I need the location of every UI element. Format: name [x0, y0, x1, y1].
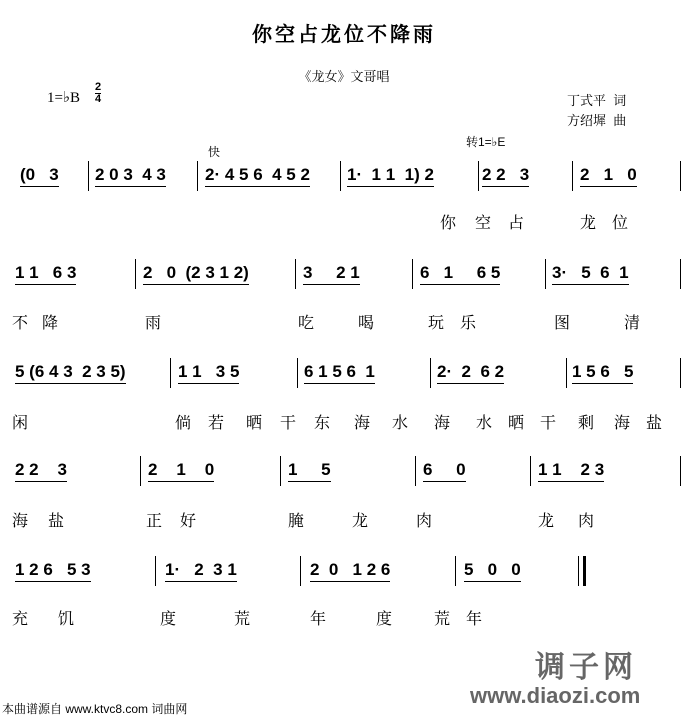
- lyric-char: 正: [146, 513, 163, 530]
- final-barline: [583, 556, 586, 586]
- time-top: 2: [95, 81, 102, 93]
- lyric-char: 清: [624, 315, 641, 332]
- lyric-char: 好: [180, 513, 197, 530]
- barline: [530, 456, 531, 486]
- lyric-char: 肉: [416, 513, 433, 530]
- barline: [197, 161, 198, 191]
- barline: [88, 161, 89, 191]
- lyric-char: 剩: [578, 415, 595, 432]
- barline: [545, 259, 546, 289]
- lyric-char: 占: [508, 215, 525, 232]
- lyric-char: 你: [440, 215, 457, 232]
- measure: (0 3: [20, 165, 59, 187]
- watermark-url: www.diaozi.com: [470, 683, 641, 708]
- measure: 6 1 5 6 1: [304, 362, 375, 384]
- barline: [300, 556, 301, 586]
- key-signature: 1=♭B: [47, 90, 81, 106]
- lyric-char: 龙: [538, 513, 555, 530]
- measure: 3 2 1: [303, 263, 360, 285]
- lyric-char: 充: [12, 611, 29, 628]
- lyric-char: 盐: [48, 513, 65, 530]
- measure: 1 1 3 5: [178, 362, 239, 384]
- lyric-char: 喝: [358, 315, 375, 332]
- barline: [680, 358, 681, 388]
- barline: [135, 259, 136, 289]
- staff-row-3: [0, 362, 688, 396]
- measure: 1 1 6 3: [15, 263, 76, 285]
- barline: [340, 161, 341, 191]
- lyric-char: 不: [12, 315, 29, 332]
- measure: 1 2 6 5 3: [15, 560, 91, 582]
- lyric-char: 雨: [145, 315, 162, 332]
- staff-row-2: [0, 263, 688, 297]
- lyric-char: 年: [466, 611, 483, 628]
- lyric-char: 肉: [578, 513, 595, 530]
- lyric-char: 饥: [58, 611, 75, 628]
- lyric-char: 盐: [646, 415, 663, 432]
- barline: [680, 161, 681, 191]
- lyric-char: 水: [476, 415, 493, 432]
- lyric-char: 海: [354, 415, 371, 432]
- barline: [572, 161, 573, 191]
- measure: 1 5 6 5: [572, 362, 633, 384]
- barline: [566, 358, 567, 388]
- lyric-char: 海: [614, 415, 631, 432]
- watermark-logo: 调子网: [535, 651, 637, 684]
- lyric-char: 度: [376, 611, 393, 628]
- lyric-char: 腌: [288, 513, 305, 530]
- barline: [155, 556, 156, 586]
- final-barline: [578, 556, 579, 586]
- lyric-char: 晒: [246, 415, 263, 432]
- lyric-char: 倘: [175, 415, 192, 432]
- lyricist-credit: 丁式平 词: [567, 93, 627, 108]
- barline: [170, 358, 171, 388]
- measure: 2· 4 5 6 4 5 2: [205, 165, 310, 187]
- song-title: 你空占龙位不降雨: [252, 24, 436, 46]
- lyric-char: 龙: [352, 513, 369, 530]
- measure: 2 1 0: [580, 165, 637, 187]
- barline: [430, 358, 431, 388]
- lyric-char: 玩: [428, 315, 445, 332]
- measure: 1· 2 3 1: [165, 560, 237, 582]
- lyric-char: 海: [434, 415, 451, 432]
- measure: 2 0 (2 3 1 2): [143, 263, 249, 285]
- barline: [280, 456, 281, 486]
- barline: [455, 556, 456, 586]
- lyric-char: 荒: [434, 611, 451, 628]
- barline: [140, 456, 141, 486]
- modulation-mark: 转1=♭E: [466, 135, 506, 149]
- measure: 2· 2 6 2: [437, 362, 504, 384]
- measure: 1· 1 1 1) 2: [347, 165, 434, 187]
- barline: [415, 456, 416, 486]
- staff-row-4: [0, 460, 688, 494]
- measure: 6 1 6 5: [420, 263, 500, 285]
- measure: 6 0: [423, 460, 466, 482]
- measure: 2 2 3: [482, 165, 529, 187]
- staff-row-1: [0, 165, 688, 199]
- staff-row-5: [0, 560, 688, 594]
- lyric-char: 吃: [298, 315, 315, 332]
- subtitle: 《龙女》文哥唱: [298, 69, 390, 84]
- barline: [412, 259, 413, 289]
- lyric-char: 降: [42, 315, 59, 332]
- measure: 3· 5 6 1: [552, 263, 629, 285]
- lyric-char: 位: [612, 215, 629, 232]
- lyric-char: 空: [475, 215, 492, 232]
- measure: 2 0 3 4 3: [95, 165, 166, 187]
- lyric-char: 海: [12, 513, 29, 530]
- tempo-mark: 快: [208, 145, 221, 159]
- measure: 5 0 0: [464, 560, 521, 582]
- lyric-char: 晒: [508, 415, 525, 432]
- lyric-char: 若: [208, 415, 225, 432]
- lyric-char: 闲: [12, 415, 29, 432]
- lyric-char: 干: [540, 415, 557, 432]
- lyric-char: 东: [314, 415, 331, 432]
- barline: [297, 358, 298, 388]
- measure: 5 (6 4 3 2 3 5): [15, 362, 126, 384]
- time-signature: [95, 82, 101, 105]
- composer-credit: 方绍墀 曲: [567, 113, 627, 128]
- time-bottom: 4: [95, 93, 102, 105]
- lyric-char: 度: [160, 611, 177, 628]
- barline: [478, 161, 479, 191]
- lyric-char: 年: [310, 611, 327, 628]
- lyric-char: 龙: [580, 215, 597, 232]
- barline: [680, 259, 681, 289]
- lyric-char: 干: [280, 415, 297, 432]
- lyric-char: 乐: [460, 315, 477, 332]
- measure: 1 5: [288, 460, 331, 482]
- measure: 2 1 0: [148, 460, 214, 482]
- lyric-char: 图: [554, 315, 571, 332]
- measure: 2 0 1 2 6: [310, 560, 390, 582]
- lyric-char: 荒: [234, 611, 251, 628]
- measure: 2 2 3: [15, 460, 67, 482]
- barline: [295, 259, 296, 289]
- source-footer: 本曲谱源自 www.ktvc8.com 词曲网: [2, 702, 188, 716]
- measure: 1 1 2 3: [538, 460, 604, 482]
- lyric-char: 水: [392, 415, 409, 432]
- barline: [680, 456, 681, 486]
